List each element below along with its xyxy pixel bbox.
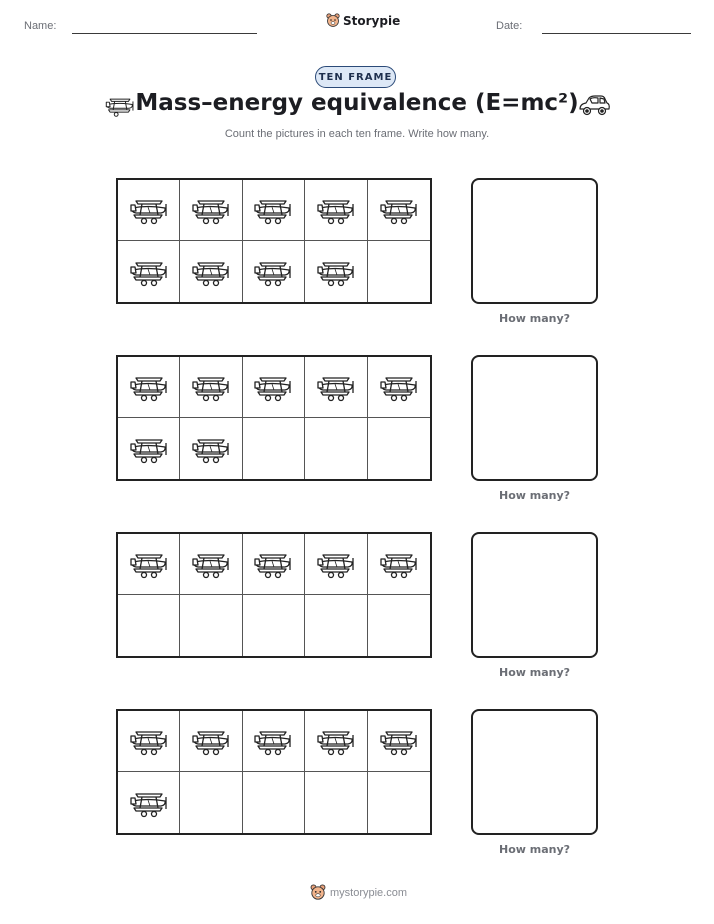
ten-frame-cell (368, 595, 430, 656)
airplane-icon (315, 256, 357, 288)
airplane-icon (190, 433, 232, 465)
airplane-icon (378, 548, 420, 580)
airplane-icon (128, 194, 170, 226)
airplane-icon (128, 725, 170, 757)
name-field[interactable] (72, 33, 257, 34)
airplane-icon (252, 194, 294, 226)
airplane-icon (190, 371, 232, 403)
brand-name: Storypie (343, 14, 401, 28)
footer-url: mystorypie.com (330, 887, 408, 899)
airplane-icon (315, 725, 357, 757)
airplane-icon (190, 725, 232, 757)
ten-frame-cell (305, 595, 367, 656)
airplane-icon (378, 725, 420, 757)
ten-frame-cell (305, 711, 367, 772)
instructions: Count the pictures in each ten frame. Write how many. (224, 128, 490, 140)
ten-frame-cell (118, 357, 180, 418)
airplane-icon (128, 371, 170, 403)
page-title: Mass–energy equivalence (E=mc²) (135, 90, 579, 116)
airplane-icon (252, 725, 294, 757)
ten-frame-cell (243, 357, 305, 418)
name-label: Name: (24, 20, 57, 32)
airplane-icon (378, 371, 420, 403)
ten-frame-cell (305, 357, 367, 418)
bear-mascot-icon (310, 884, 326, 902)
how-many-label: How many? (498, 312, 571, 325)
ten-frame-cell (118, 711, 180, 772)
airplane-icon (128, 256, 170, 288)
ten-frame-cell (180, 241, 242, 302)
airplane-icon (190, 548, 232, 580)
airplane-icon (190, 194, 232, 226)
date-field[interactable] (542, 33, 691, 34)
car-icon (577, 93, 611, 123)
ten-frame-cell (243, 711, 305, 772)
ten-frame-cell (180, 595, 242, 656)
ten-frame-cell (243, 534, 305, 595)
ten-frame-cell (368, 772, 430, 833)
ten-frame-cell (180, 772, 242, 833)
airplane-icon (315, 371, 357, 403)
answer-box[interactable] (471, 355, 598, 481)
ten-frame (116, 709, 432, 835)
ten-frame-cell (180, 711, 242, 772)
footer (310, 884, 407, 902)
ten-frame-cell (368, 357, 430, 418)
airplane-icon (190, 256, 232, 288)
ten-frame-cell (118, 180, 180, 241)
ten-frame-cell (118, 595, 180, 656)
ten-frame-cell (305, 534, 367, 595)
ten-frame-cell (368, 534, 430, 595)
airplane-icon (128, 433, 170, 465)
brand-logo (326, 13, 400, 29)
ten-frame-cell (118, 241, 180, 302)
ten-frame-cell (305, 772, 367, 833)
ten-frame-cell (118, 418, 180, 479)
ten-frame (116, 178, 432, 304)
ten-frame-cell (243, 772, 305, 833)
airplane-icon (315, 548, 357, 580)
answer-box[interactable] (471, 709, 598, 835)
ten-frame (116, 355, 432, 481)
airplane-icon (128, 548, 170, 580)
airplane-icon (128, 787, 170, 819)
ten-frame-cell (243, 180, 305, 241)
date-label: Date: (496, 20, 523, 32)
ten-frame-cell (180, 180, 242, 241)
airplane-icon (315, 194, 357, 226)
airplane-icon (252, 371, 294, 403)
ten-frame-cell (305, 180, 367, 241)
ten-frame-badge: TEN FRAME (315, 66, 396, 88)
airplane-icon (378, 194, 420, 226)
ten-frame-cell (368, 241, 430, 302)
ten-frame-cell (243, 595, 305, 656)
ten-frame-cell (243, 418, 305, 479)
answer-box[interactable] (471, 178, 598, 304)
ten-frame-cell (118, 772, 180, 833)
ten-frame-cell (243, 241, 305, 302)
ten-frame-cell (368, 711, 430, 772)
ten-frame (116, 532, 432, 658)
ten-frame-cell (368, 418, 430, 479)
how-many-label: How many? (498, 666, 571, 679)
ten-frame-cell (180, 357, 242, 418)
ten-frame-cell (180, 418, 242, 479)
ten-frame-cell (118, 534, 180, 595)
bear-mascot-icon (326, 13, 340, 29)
ten-frame-cell (180, 534, 242, 595)
how-many-label: How many? (498, 843, 571, 856)
airplane-icon (252, 256, 294, 288)
ten-frame-cell (368, 180, 430, 241)
ten-frame-cell (305, 418, 367, 479)
airplane-icon (252, 548, 294, 580)
ten-frame-cell (305, 241, 367, 302)
how-many-label: How many? (498, 489, 571, 502)
answer-box[interactable] (471, 532, 598, 658)
